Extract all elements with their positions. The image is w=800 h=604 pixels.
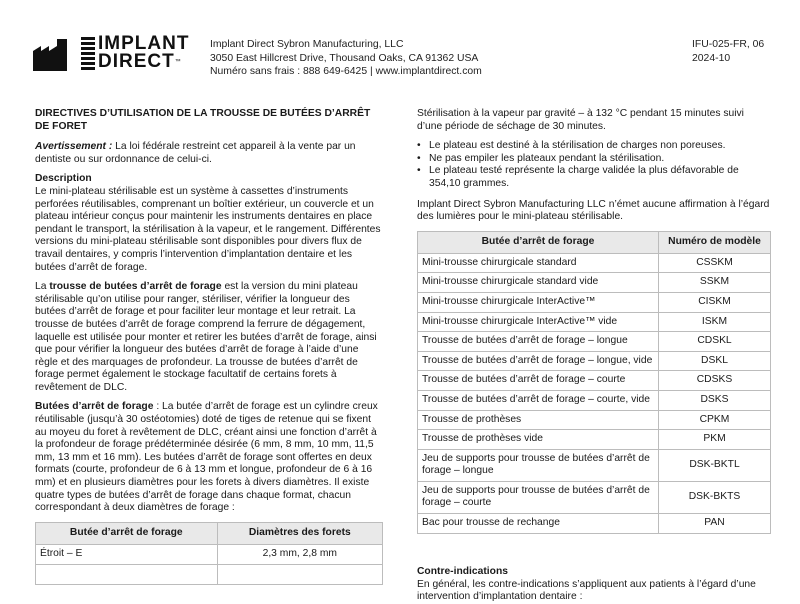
table-cell: PAN (659, 514, 771, 534)
document-code: IFU-025-FR, 06 (692, 39, 765, 50)
table-row (418, 371, 771, 391)
table-cell (217, 564, 382, 584)
table-row (36, 544, 383, 564)
table-row (418, 332, 771, 352)
table-cell: CSSKM (659, 253, 771, 273)
warning-label: Avertissement : (35, 141, 113, 153)
list-item: • Le plateau testé représente la charge validée la plus défavorable de 354,10 grammes. (429, 165, 771, 190)
brand-logo (98, 35, 189, 71)
table-cell: Trousse de prothèses vide (418, 430, 659, 450)
table-cell: DSKL (659, 351, 771, 371)
right-column (417, 108, 771, 534)
table-cell: DSKS (659, 390, 771, 410)
logo-line-2: DIRECT (98, 51, 175, 72)
table-cell: Trousse de butées d’arrêt de forage – courte (418, 371, 659, 391)
table-row (418, 449, 771, 481)
drill-stops-term: Butées d’arrêt de forage (35, 401, 154, 413)
sterilization-bullets (417, 140, 771, 190)
warning-paragraph (35, 141, 383, 166)
table-cell: CDSKS (659, 371, 771, 391)
table-header-cell: Butée d’arrêt de forage (36, 522, 218, 544)
company-info (210, 38, 482, 79)
table-header-row (36, 522, 383, 544)
model-number-table (417, 231, 771, 534)
company-contact: Numéro sans frais : 888 649-6425 | www.implantdirect.com (210, 66, 482, 78)
table-cell: Mini-trousse chirurgicale InterActive™ vide (418, 312, 659, 332)
table-cell: Trousse de prothèses (418, 410, 659, 430)
table-row (418, 273, 771, 293)
table-cell: Mini-trousse chirurgicale InterActive™ (418, 292, 659, 312)
table-row (418, 253, 771, 273)
table-row (36, 564, 383, 584)
table-cell: Bac pour trousse de rechange (418, 514, 659, 534)
contraindications-heading: Contre-indications (417, 566, 508, 577)
table-row (418, 410, 771, 430)
company-name: Implant Direct Sybron Manufacturing, LLC (210, 39, 404, 50)
table-cell: DSK-BKTS (659, 481, 771, 513)
list-item: • Ne pas empiler les plateaux pendant la stérilisation. (429, 153, 771, 166)
left-column (35, 108, 383, 585)
drill-stop-kit-paragraph: La trousse de butées d’arrêt de forage est la version du mini plateau stérilisable qu’on utilise pour ranger, stériliser, vérifier la longueur des butées d’arrêt de forage et pour faciliter leur montage et leur retrait. La trousse de butées d’arrêt de forage comprend la ferrure de dégagement, laquelle est utilisée pour monter et retirer les butées d’arrêt de forage, ainsi que pour vérifier la longueur des butées d’arrêt de forage à l’aide d’une règle et des marquages de profondeur. La trousse de butées d’arrêt de forage permet également le stockage facultatif de certains forets à revêtement de DLC. (35, 281, 377, 393)
table-cell: Trousse de butées d’arrêt de forage – longue (418, 332, 659, 352)
table-row (418, 351, 771, 371)
table-header-cell: Butée d’arrêt de forage (418, 231, 659, 253)
table-cell (36, 564, 218, 584)
table-cell: Trousse de butées d’arrêt de forage – courte, vide (418, 390, 659, 410)
table-header-row (418, 231, 771, 253)
logo-trademark: ™ (174, 59, 182, 65)
lumen-statement: Implant Direct Sybron Manufacturing LLC n’émet aucune affirmation à l’égard des lumières pour le mini-plateau stérilisable. (417, 198, 770, 223)
document-title: DIRECTIVES D’UTILISATION DE LA TROUSSE DE BUTÉES D’ARRÊT DE FORET (35, 108, 371, 132)
table-row (418, 430, 771, 450)
contraindications-section (417, 566, 777, 604)
table-row (418, 312, 771, 332)
table-cell: Jeu de supports pour trousse de butées d’arrêt de forage – courte (418, 481, 659, 513)
logo-stripes-icon (81, 37, 95, 73)
description-heading: Description (35, 173, 92, 185)
table-cell: Mini-trousse chirurgicale standard (418, 253, 659, 273)
table-cell: Jeu de supports pour trousse de butées d’arrêt de forage – longue (418, 449, 659, 481)
table-row (418, 390, 771, 410)
table-cell: Mini-trousse chirurgicale standard vide (418, 273, 659, 293)
table-row (418, 514, 771, 534)
list-item: • Le plateau est destiné à la stérilisation de charges non poreuses. (429, 140, 771, 153)
drill-stops-paragraph: Butées d’arrêt de forage : La butée d’arrêt de forage est un cylindre creux réutilisable (jusqu’à 30 ostéotomies) doté de tiges de retenue qui se fixent au moyeu du foret à revêtement de DLC, créant ainsi une fonction d’arrêt à la profondeur de forage prédéterminée désirée (6 mm, 8 mm, 10 mm, 11,5 mm, 13 mm et 16 mm). Les butées d’arrêt de forage sont offertes en deux formats (courte, profondeur de 6 à 13 mm et longue, profondeur de 6 à 16 mm) et en plusieurs diamètres pour les forets à divers diamètres. Il existe quatre types de butées d’arrêt de forage dans chaque format, chacun correspondant à deux diamètres de forage : (35, 401, 378, 514)
table-cell: DSK-BKTL (659, 449, 771, 481)
table-cell: Étroit – E (36, 544, 218, 564)
description-text: Le mini-plateau stérilisable est un système à cassettes d’instruments perforées réutilisables, comprenant un boîtier extérieur, un couvercle et un plateau intérieur conçus pour maintenir les instruments dentaires en place pendant le transport, la stérilisation à la vapeur, et le rangement. Différentes versions du mini-plateau stérilisable sont disponibles pour divers flux de travail dentaires, y compris l’intervention d’implantation dentaire et les butées d’arrêt de forage. (35, 185, 381, 273)
table-cell: ISKM (659, 312, 771, 332)
table-cell: Trousse de butées d’arrêt de forage – longue, vide (418, 351, 659, 371)
table-cell: CISKM (659, 292, 771, 312)
table-cell: SSKM (659, 273, 771, 293)
table-header-cell: Diamètres des forets (217, 522, 382, 544)
company-address: 3050 East Hillcrest Drive, Thousand Oaks, CA 91362 USA (210, 52, 479, 64)
table-header-cell: Numéro de modèle (659, 231, 771, 253)
contraindications-text: En général, les contre-indications s’appliquent aux patients à l’égard d’une intervention d’implantation dentaire : (417, 578, 756, 603)
table-row (418, 292, 771, 312)
warning-text: La loi fédérale restreint cet appareil à la vente par un dentiste ou sur ordonnance de celui-ci. (35, 141, 356, 165)
factory-icon (33, 39, 67, 71)
sterilization-text: Stérilisation à la vapeur par gravité – à 132 °C pendant 15 minutes suivi d’une période de séchage de 30 minutes. (417, 108, 744, 132)
document-header (0, 0, 800, 100)
drill-stop-kit-term: trousse de butées d’arrêt de forage (49, 281, 222, 293)
document-date: 2024-10 (692, 52, 731, 64)
table-cell: 2,3 mm, 2,8 mm (217, 544, 382, 564)
table-cell: CDSKL (659, 332, 771, 352)
table-cell: PKM (659, 430, 771, 450)
document-id (692, 38, 764, 65)
table-cell: CPKM (659, 410, 771, 430)
table-row (418, 481, 771, 513)
drill-diameter-table (35, 522, 383, 585)
logo-line-1: IMPLANT (98, 33, 190, 54)
